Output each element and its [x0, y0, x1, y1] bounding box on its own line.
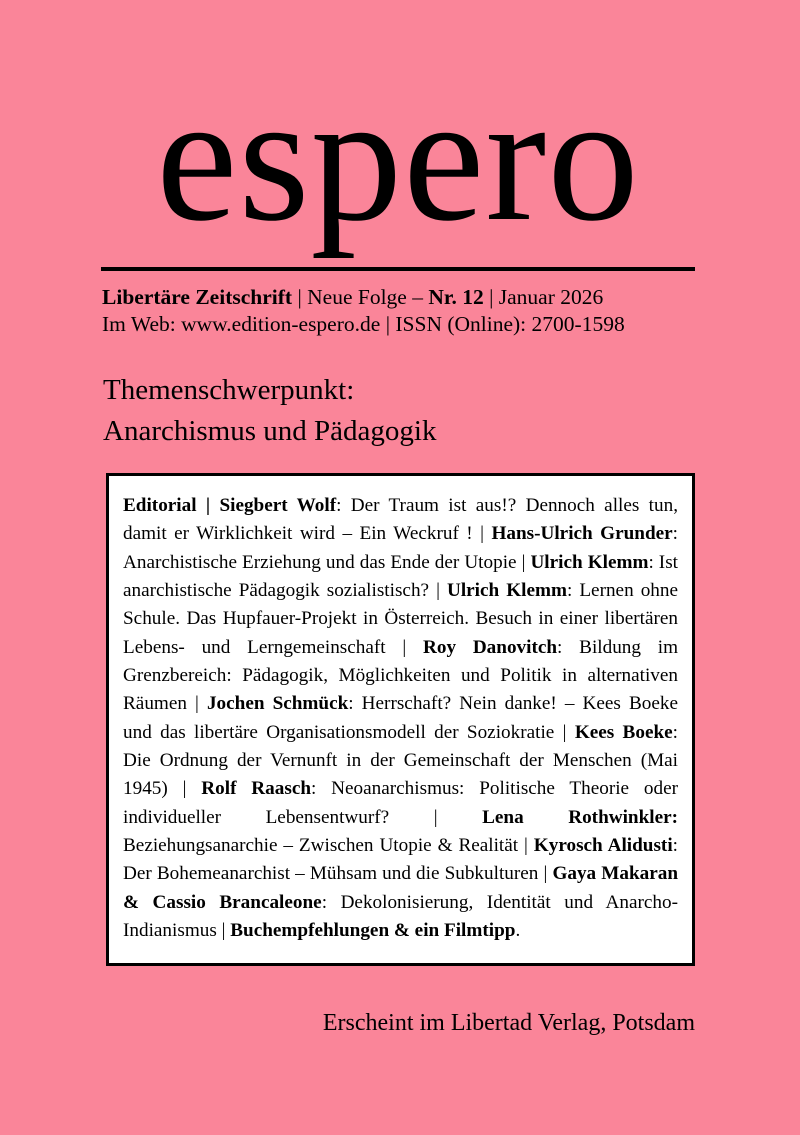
- contents-separator: |: [538, 863, 553, 885]
- contents-separator: |: [554, 721, 575, 743]
- contents-entry-author: Gaya Makaran & Cassio Brancaleone: [123, 863, 678, 913]
- imprint-block: [102, 284, 702, 338]
- imprint-separator-1: |: [292, 285, 308, 309]
- contents-separator: |: [216, 920, 231, 942]
- contents-entry-title: : Bildung im Grenzbereich: Pädagogik, Möglichkeiten und Politik in alternativen Räumen: [123, 636, 679, 715]
- contents-entry-title: : Lernen ohne Schule. Das Hupfauer-Projekt in Österreich. Besuch in einer libertären Lebens- und Lerngemeinschaft: [123, 580, 678, 658]
- contents-entry-author: Kyrosch Alidusti: [533, 835, 673, 857]
- contents-entry-title: : Die Ordnung der Vernunft in der Gemeinschaft der Menschen (Mai 1945): [123, 721, 679, 800]
- imprint-issue-number: Nr. 12: [428, 285, 484, 309]
- contents-entry-title: .: [515, 920, 521, 942]
- contents-entry-title: : Der Traum ist aus!? Dennoch alles tun, damit er Wirklichkeit wird – Ein Weckruf !: [123, 495, 678, 545]
- contents-entry-title: : Neoanarchismus: Politische Theorie oder individueller Lebensentwurf?: [123, 778, 679, 828]
- contents-entry-title: : Der Bohemeanarchist – Mühsam und die Subkulturen: [123, 835, 678, 885]
- contents-entry-title: Beziehungsanarchie – Zwischen Utopie & Realität: [123, 835, 519, 857]
- contents-separator: |: [516, 551, 531, 573]
- contents-entry-author: Ulrich Klemm: [446, 580, 567, 602]
- contents-separator: |: [429, 580, 447, 602]
- imprint-issue-date: Januar 2026: [498, 285, 604, 309]
- web-label: Im Web:: [102, 312, 182, 336]
- contents-entry-author: Jochen Schmück: [206, 693, 349, 715]
- contents-entry-author: Roy Danovitch: [423, 636, 558, 658]
- issn-label: ISSN (Online):: [395, 312, 532, 336]
- contents-separator: |: [167, 778, 202, 800]
- imprint-separator-2: |: [483, 285, 499, 309]
- contents-entry-title: : Dekolonisierung, Identität und Anarcho-Indianismus: [123, 891, 678, 942]
- contents-entry-author: Kees Boeke: [574, 721, 673, 743]
- contents-entry-author: Ulrich Klemm: [530, 551, 649, 573]
- contents-entry-author: Rolf Raasch: [201, 778, 312, 800]
- masthead-title: espero: [156, 56, 640, 259]
- contents-entry-author: Buchempfehlungen & ein Filmtipp: [230, 920, 516, 942]
- theme-block: [103, 370, 703, 452]
- contents-separator: |: [518, 835, 534, 857]
- masthead-divider: [101, 267, 695, 271]
- imprint-separator-3: |: [380, 312, 396, 336]
- contents-text: [123, 492, 678, 946]
- contents-entry-title: : Ist anarchistische Pädagogik sozialistisch?: [123, 551, 678, 602]
- contents-separator: |: [186, 693, 207, 715]
- website-url[interactable]: www.edition-espero.de: [181, 312, 381, 336]
- contents-separator: |: [389, 806, 483, 828]
- publisher-footer: Erscheint im Libertad Verlag, Potsdam: [322, 1010, 695, 1036]
- imprint-series: Neue Folge –: [307, 285, 429, 309]
- contents-separator: |: [472, 523, 492, 545]
- theme-title: Anarchismus und Pädagogik: [103, 415, 437, 447]
- contents-entry-title: : Herrschaft? Nein danke! – Kees Boeke und das libertäre Organisationsmodell der Soziokratie: [123, 693, 678, 743]
- theme-label: Themenschwerpunkt:: [103, 374, 355, 406]
- imprint-line-2: [102, 311, 702, 338]
- contents-entry-title: : Anarchistische Erziehung und das Ende der Utopie: [123, 523, 679, 573]
- imprint-kind: Libertäre Zeitschrift: [102, 285, 293, 309]
- contents-separator: |: [385, 636, 424, 658]
- contents-entry-author: Editorial | Siegbert Wolf: [123, 495, 337, 516]
- imprint-line-1: [102, 284, 702, 311]
- contents-entry-author: Hans-Ulrich Grunder: [491, 523, 673, 545]
- contents-box: [106, 473, 695, 966]
- contents-entry-author: Lena Rothwinkler:: [482, 806, 679, 828]
- issn-value: 2700-1598: [531, 312, 625, 336]
